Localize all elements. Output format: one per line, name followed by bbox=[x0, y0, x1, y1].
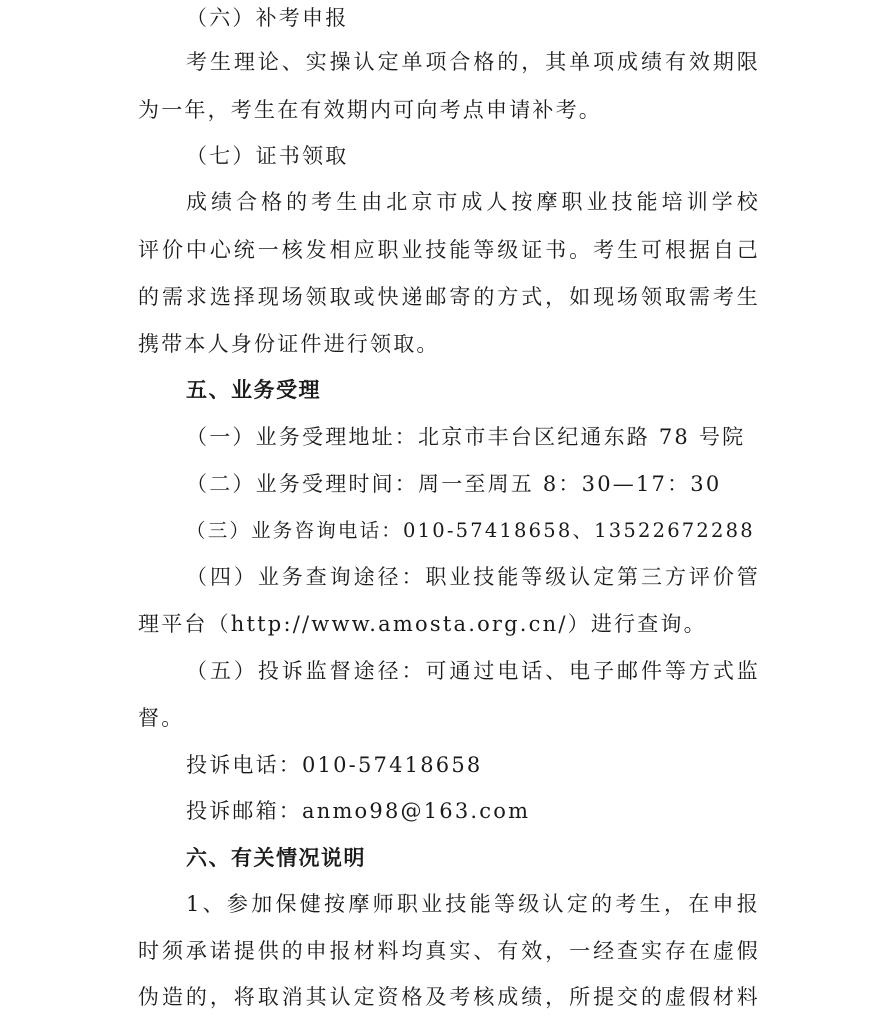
note-1-line-1: 1、参加保健按摩师职业技能等级认定的考生，在申报 bbox=[186, 892, 760, 916]
section-6-paragraph-line-2: 为一年，考生在有效期内可向考点申请补考。 bbox=[138, 98, 602, 122]
section-6-paragraph-line-1: 考生理论、实操认定单项合格的，其单项成绩有效期限 bbox=[186, 50, 760, 74]
consultation-phone: （三）业务咨询电话：010-57418658、13522672288 bbox=[186, 519, 755, 542]
heading-5: 五、业务受理 bbox=[186, 378, 321, 402]
complaint-phone: 投诉电话：010-57418658 bbox=[186, 753, 483, 777]
business-address: （一）业务受理地址：北京市丰台区纪通东路 78 号院 bbox=[186, 425, 746, 449]
heading-6: 六、有关情况说明 bbox=[186, 846, 366, 870]
note-1-line-2: 时须承诺提供的申报材料均真实、有效，一经查实存在虚假 bbox=[138, 939, 760, 963]
note-1-line-3: 伪造的，将取消其认定资格及考核成绩，所提交的虚假材料 bbox=[138, 985, 760, 1009]
complaint-channel-line-2: 督。 bbox=[138, 706, 185, 730]
section-7-title: （七）证书领取 bbox=[186, 144, 349, 168]
section-7-paragraph-line-2: 评价中心统一核发相应职业技能等级证书。考生可根据自己 bbox=[138, 238, 760, 262]
section-7-paragraph-line-1: 成绩合格的考生由北京市成人按摩职业技能培训学校 bbox=[186, 190, 760, 214]
section-7-paragraph-line-4: 携带本人身份证件进行领取。 bbox=[138, 332, 440, 356]
business-hours: （二）业务受理时间：周一至周五 8：30—17：30 bbox=[186, 472, 722, 496]
query-channel-line-2: 理平台（http://www.amosta.org.cn/）进行查询。 bbox=[138, 612, 707, 636]
query-channel-line-1: （四）业务查询途径：职业技能等级认定第三方评价管 bbox=[186, 565, 760, 589]
complaint-email: 投诉邮箱：anmo98@163.com bbox=[186, 799, 531, 823]
complaint-channel-line-1: （五）投诉监督途径：可通过电话、电子邮件等方式监 bbox=[186, 659, 760, 683]
section-7-paragraph-line-3: 的需求选择现场领取或快递邮寄的方式，如现场领取需考生 bbox=[138, 285, 760, 309]
section-6-title: （六）补考申报 bbox=[186, 6, 349, 30]
